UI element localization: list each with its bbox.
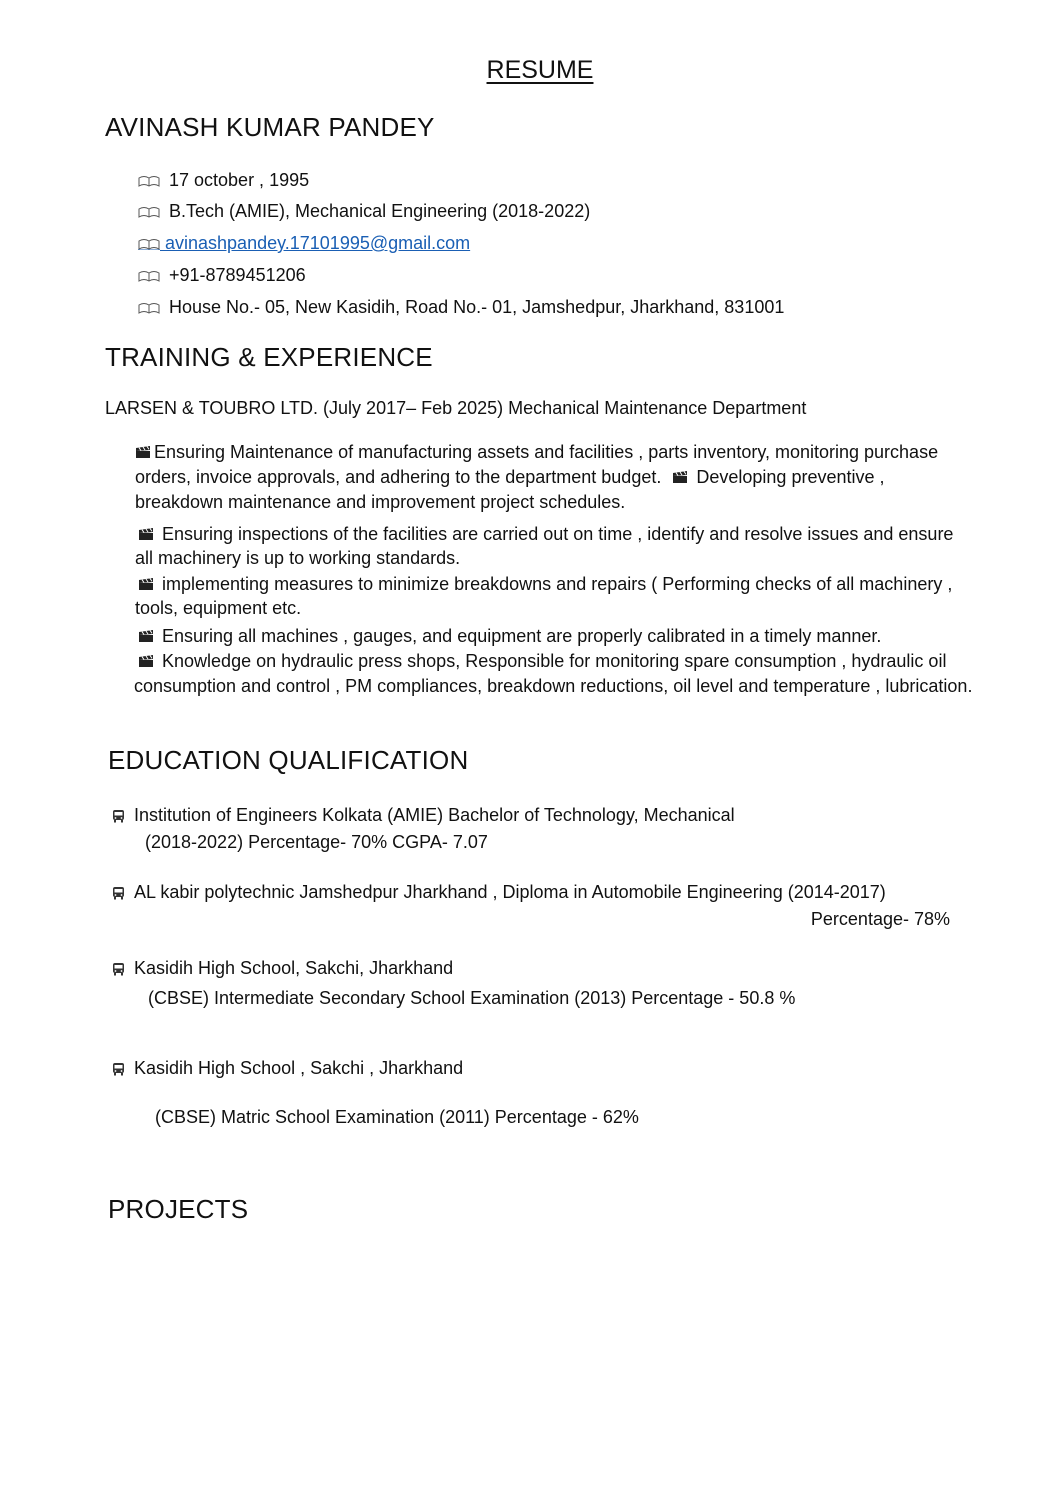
contact-degree [138,201,590,222]
email-link[interactable]: avinashpandey.17101995@gmail.com [160,233,471,253]
education-detail: (CBSE) Intermediate Secondary School Examination (2013) Percentage - 50.8 % [148,988,796,1008]
clapperboard-icon [672,471,688,484]
contact-phone [138,265,306,286]
experience-point: Ensuring all machines , gauges, and equipment are properly calibrated in a timely manner. [162,626,882,646]
education-title: Kasidih High School, Sakchi, Jharkhand [134,958,454,978]
book-icon [138,238,160,250]
education-entry-title [112,805,735,826]
education-detail: (CBSE) Matric School Examination (2011) Percentage - 62% [155,1107,639,1127]
education-entry-title [112,882,886,903]
clapperboard-icon [138,655,154,668]
book-icon [138,206,160,218]
education-title: AL kabir polytechnic Jamshedpur Jharkhand , Diploma in Automobile Engineering (2014-2017) [134,882,886,902]
bus-icon [112,809,125,823]
contact-dob [138,170,309,191]
experience-point: Knowledge on hydraulic press shops, Responsible for monitoring spare consumption , hydraulic oil consumption and control , PM compliances, breakdown reductions, oil level and temperature , lubrication. [134,651,973,696]
bus-icon [112,962,125,976]
education-title: Kasidih High School , Sakchi , Jharkhand [134,1058,464,1078]
experience-paragraph [134,624,974,699]
company-line: LARSEN & TOUBRO LTD. (July 2017– Feb 2025) Mechanical Maintenance Department [105,398,807,418]
experience-paragraph [135,522,975,570]
experience-point: Ensuring Maintenance of manufacturing assets and facilities , parts inventory, monitoring purchase orders, invoice approvals, and adhering to the department budget. [135,442,939,487]
book-icon [138,270,160,282]
book-icon [138,175,160,187]
clapperboard-icon [138,528,154,541]
contact-text: +91-8789451206 [169,265,306,285]
contact-email [138,233,470,254]
experience-paragraph [135,440,975,515]
experience-point: Ensuring inspections of the facilities are carried out on time , identify and resolve issues and ensure all machinery is up to working standards. [135,524,954,568]
education-detail: Percentage- 78% [810,909,950,929]
contact-text: B.Tech (AMIE), Mechanical Engineering (2018-2022) [169,201,591,221]
contact-text: House No.- 05, New Kasidih, Road No.- 01, Jamshedpur, Jharkhand, 831001 [169,297,785,317]
bus-icon [112,886,125,900]
education-entry-title [112,1058,463,1079]
projects-heading: PROJECTS [108,1194,249,1224]
contact-address [138,297,784,318]
education-entry-title [112,958,453,979]
clapperboard-icon [138,630,154,643]
education-heading: EDUCATION QUALIFICATION [108,745,469,775]
document-title: RESUME [486,56,594,84]
candidate-name: AVINASH KUMAR PANDEY [105,112,435,142]
bus-icon [112,1062,125,1076]
experience-point: Developing preventive , breakdown maintenance and improvement project schedules. [135,467,885,512]
clapperboard-icon [135,446,151,459]
experience-point: implementing measures to minimize breakdowns and repairs ( Performing checks of all machinery , tools, equipment etc. [135,574,953,618]
book-icon [138,302,160,314]
education-detail: (2018-2022) Percentage- 70% CGPA- 7.07 [145,832,488,852]
experience-paragraph [135,572,975,620]
education-title: Institution of Engineers Kolkata (AMIE) Bachelor of Technology, Mechanical [134,805,735,825]
contact-text: 17 october , 1995 [169,170,310,190]
clapperboard-icon [138,578,154,591]
experience-heading: TRAINING & EXPERIENCE [105,342,433,372]
